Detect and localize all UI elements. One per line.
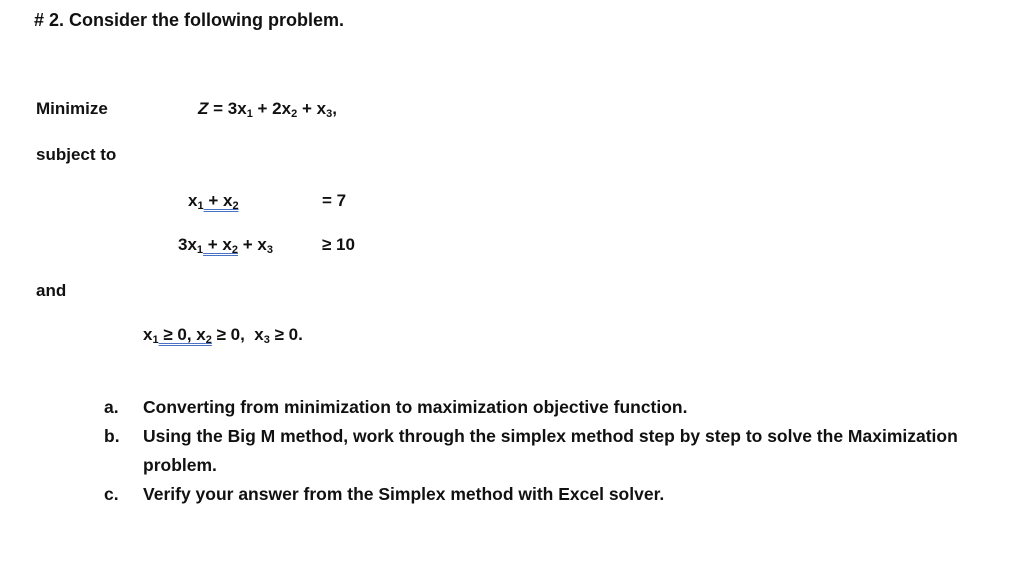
- constraint-1-rhs: = 7: [322, 191, 347, 210]
- subscript: 3: [263, 334, 270, 346]
- subscript: 3: [266, 244, 273, 256]
- nonneg-var-1: x: [143, 325, 153, 344]
- task-item-a: [104, 393, 1004, 422]
- subscript: 1: [152, 334, 159, 346]
- task-text: Converting from minimization to maximization objective function.: [143, 397, 688, 417]
- subscript: 1: [246, 108, 253, 120]
- nonneg-var-2: $x_2$: [191, 325, 212, 346]
- nonneg-rel-1: ≥ 0,: [158, 325, 192, 344]
- objective-term-1: = 3x: [208, 99, 247, 118]
- problem-title: # 2. Consider the following problem.: [34, 10, 345, 30]
- nonneg-rel-3: ≥ 0.: [269, 325, 303, 344]
- objective-function: [198, 99, 337, 119]
- objective-term-2: + 2x: [252, 99, 292, 118]
- and-label: and: [36, 281, 67, 300]
- objective-end: ,: [332, 99, 337, 118]
- task-item-b: [104, 422, 1004, 480]
- task-marker: c.: [104, 484, 119, 504]
- task-list: [104, 393, 1004, 509]
- subscript: 2: [205, 334, 212, 346]
- subscript: 2: [291, 108, 298, 120]
- constraint-1-term-1: x: [188, 191, 198, 210]
- nonneg-var-3: x: [244, 325, 264, 344]
- constraint-1-lhs: [188, 191, 239, 211]
- nonneg-rel-2: ≥ 0,: [211, 325, 245, 344]
- subject-to-label: subject to: [36, 145, 117, 164]
- subscript: 2: [231, 244, 239, 256]
- task-item-c: [104, 480, 1004, 509]
- subscript: 1: [197, 200, 204, 212]
- nonnegativity-constraints: [143, 325, 303, 345]
- task-text: Using the Big M method, work through the simplex method step by step to solve the Maximization problem.: [143, 426, 958, 475]
- constraint-1-term-2: + $x_2$: [203, 191, 239, 212]
- task-text: Verify your answer from the Simplex method with Excel solver.: [143, 484, 665, 504]
- subscript: 1: [196, 244, 204, 256]
- constraint-2-rhs: ≥ 10: [322, 235, 355, 254]
- subscript: 3: [326, 108, 333, 120]
- constraint-2-term-1: 3x: [178, 235, 197, 254]
- task-marker: a.: [104, 397, 119, 417]
- constraint-2-term-3: + x: [238, 235, 267, 254]
- constraint-2-term-2: + $x_2$: [203, 235, 239, 256]
- subscript: 2: [232, 200, 239, 212]
- constraint-2-lhs: [178, 235, 273, 255]
- objective-term-3: + x: [297, 99, 327, 118]
- objective-variable: Z: [198, 99, 209, 118]
- minimize-label: Minimize: [36, 99, 108, 118]
- task-marker: b.: [104, 426, 120, 446]
